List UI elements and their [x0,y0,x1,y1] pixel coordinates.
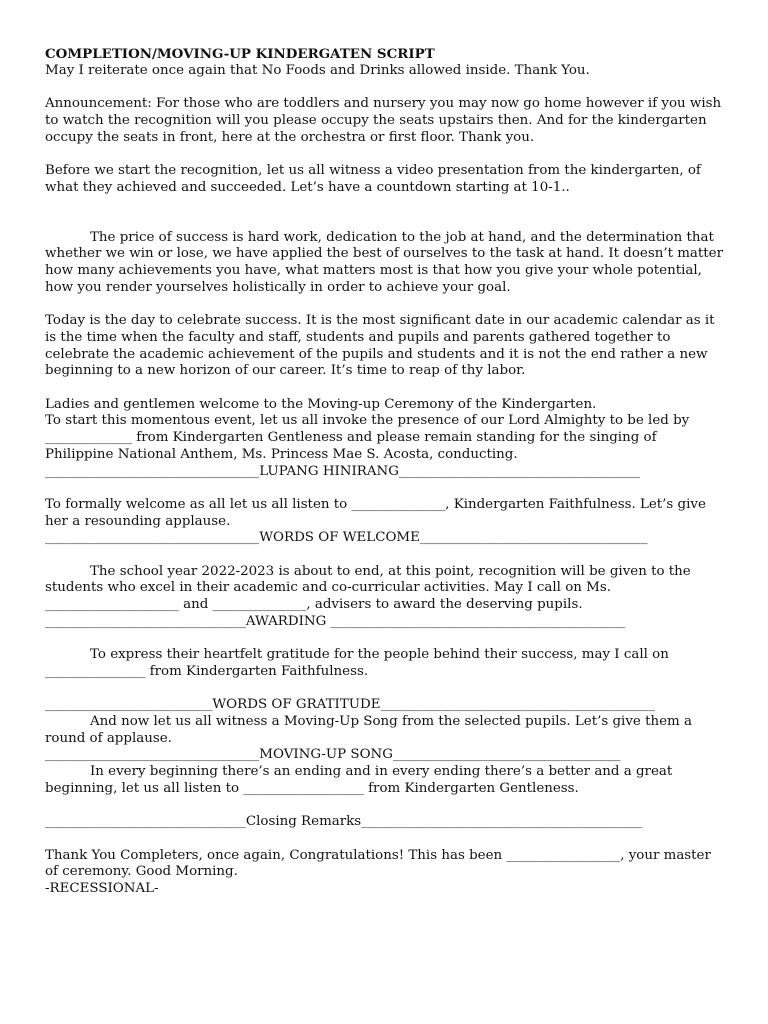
spacer [45,547,728,564]
thanks-paragraph: Thank You Completers, once again, Congratulations! This has been _________________, your master of ceremony. Good Morning. [45,847,711,880]
spacer [45,79,728,96]
spacer [45,681,728,698]
price-of-success-paragraph: The price of success is hard work, dedication to the job at hand, and the determination that whether we win or lose, we have applied the best of ourselves to the task at hand. It doesn’t matter how many achievements you have, what matters most is that how you give your whole potential, how you render yourselves holistically in order to achieve your goal. [45,229,724,295]
document-title: COMPLETION/MOVING-UP KINDERGATEN SCRIPT [45,46,435,62]
spacer [45,146,728,163]
no-food-reminder: May I reiterate once again that No Foods and Drinks allowed inside. Thank You. [45,62,590,78]
announcement-paragraph: Announcement: For those who are toddlers and nursery you may now go home however if you wish to watch the recognition will you please occupy the seats upstairs then. And for the kindergarten occupy the seats in front, here at the orchestra or first floor. Thank you. [45,96,722,145]
cue-closing-remarks: ______________________________Closing Remarks__________________________________________ [45,814,643,830]
recessional-line: -RECESSIONAL- [45,880,159,896]
cue-lupang-hinirang: ________________________________LUPANG HINIRANG____________________________________ [45,463,640,479]
video-paragraph: Before we start the recognition, let us all witness a video presentation from the kindergarten, of what they achieved and succeeded. Let’s have a countdown starting at 10-1.. [45,162,701,195]
awarding-paragraph: The school year 2022-2023 is about to end, at this point, recognition will be given to the students who excel in their academic and co-curricular activities. May I call on Ms. ____________________ and ______________, advisers to award the deserving pupils. [45,563,691,613]
gratitude-paragraph: To express their heartfelt gratitude for the people behind their success, may I call on _______________ from Kindergarten Faithfulness. [45,647,669,679]
spacer [45,380,728,397]
song-paragraph: And now let us all witness a Moving-Up Song from the selected pupils. Let’s give them a round of applause. [45,713,692,746]
closing-paragraph: In every beginning there’s an ending and in every ending there’s a better and a great beginning, let us all listen to __________________ from Kindergarten Gentleness. [45,764,673,796]
cue-awarding: ______________________________AWARDING ____________________________________________ [45,613,626,629]
spacer [45,297,728,314]
spacer [45,831,728,848]
welcome-speaker-paragraph: To formally welcome as all let us all listen to ______________, Kindergarten Faithfulness. Let’s give her a resounding applause. [45,496,706,529]
today-paragraph: Today is the day to celebrate success. It is the most significant date in our academic calendar as it is the time when the faculty and staff, students and pupils and parents gathered together to celebrate the academic achievement of the pupils and students and it is not the end rather a new beginning to a new horizon of our career. It’s time to reap of thy labor. [45,313,715,379]
spacer [45,631,728,648]
spacer [45,196,728,229]
spacer [45,480,728,497]
cue-words-of-welcome: ________________________________WORDS OF WELCOME__________________________________ [45,530,648,546]
welcome-line: Ladies and gentlemen welcome to the Moving-up Ceremony of the Kindergarten. [45,396,597,412]
cue-words-of-gratitude: _________________________WORDS OF GRATITUDE_________________________________________ [45,697,656,713]
cue-moving-up-song: ________________________________MOVING-UP SONG__________________________________ [45,747,621,763]
spacer [45,798,728,815]
invocation-paragraph: To start this momentous event, let us all invoke the presence of our Lord Almighty to be led by _____________ from Kindergarten Gentleness and please remain standing for the singing of Philippine National Anthem, Ms. Princess Mae S. Acosta, conducting. [45,413,690,462]
